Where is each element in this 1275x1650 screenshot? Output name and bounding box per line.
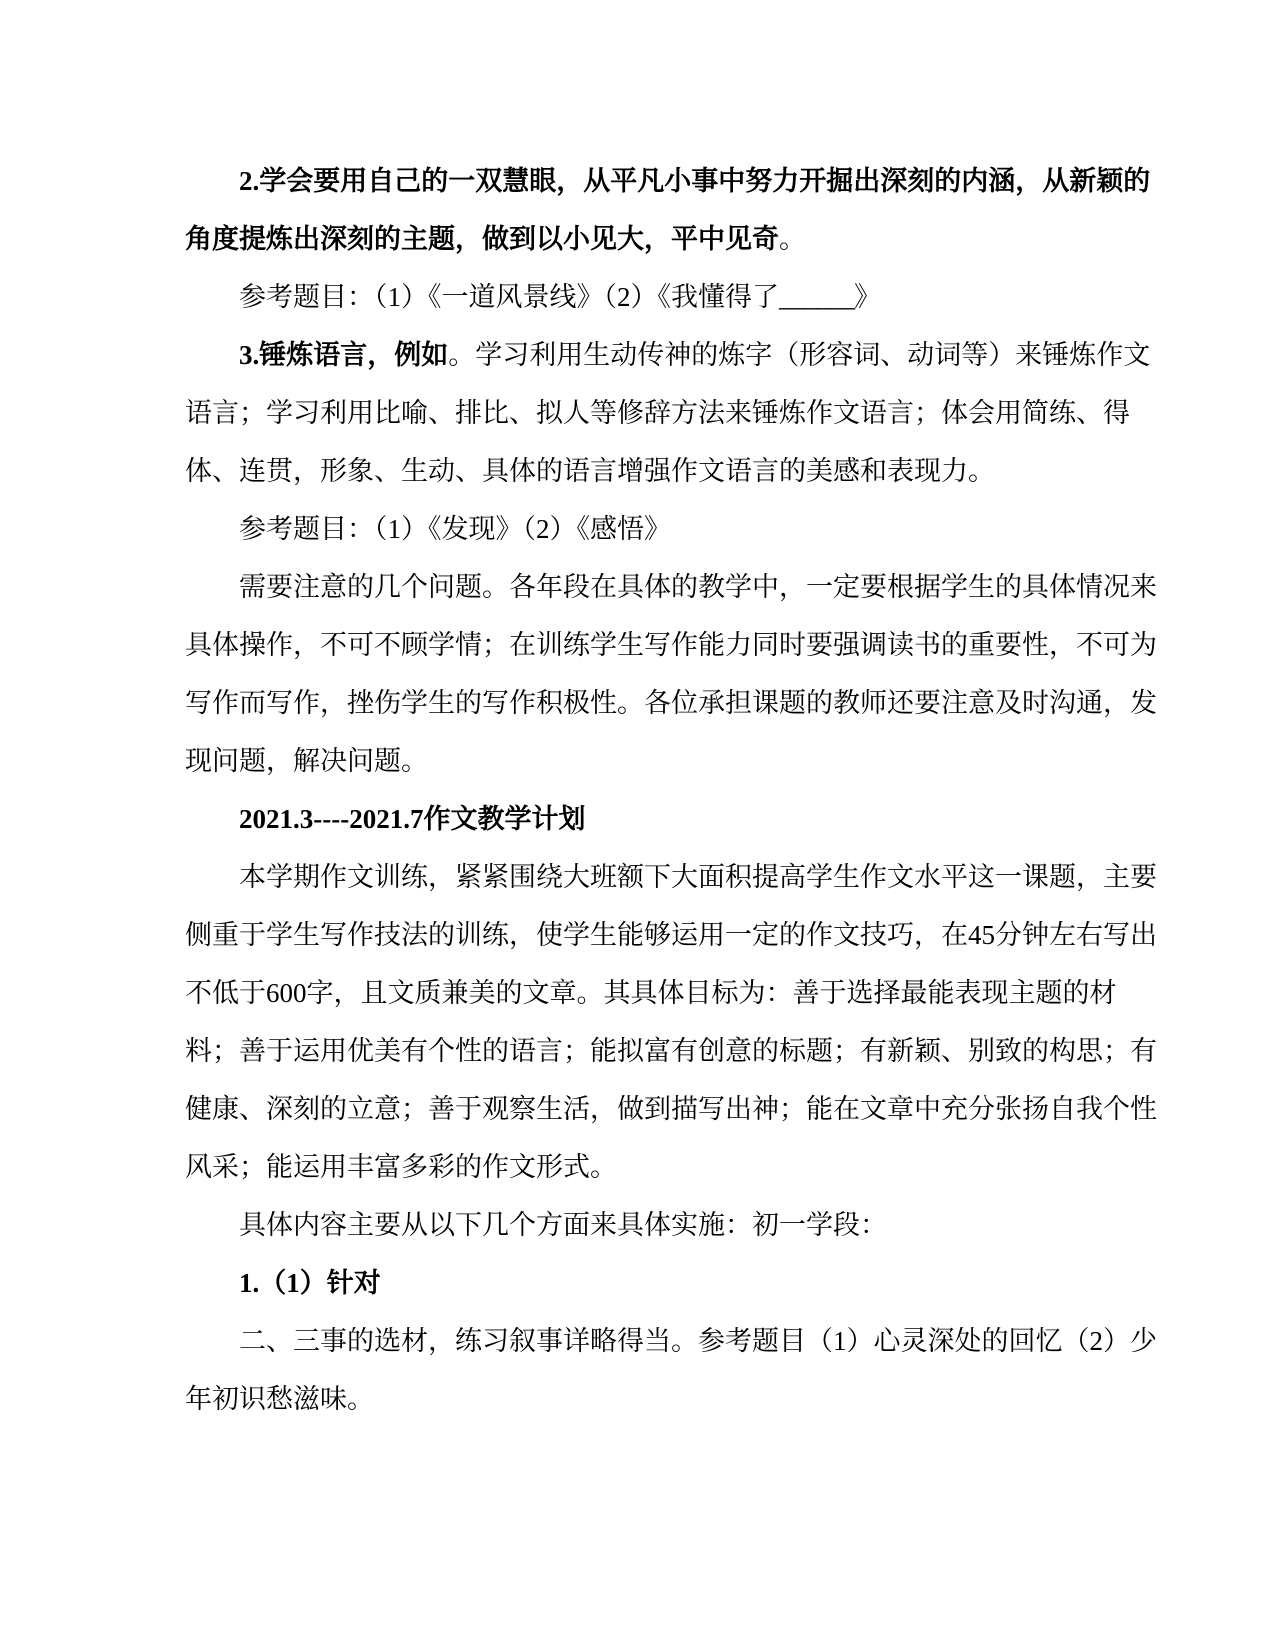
paragraph-goal-3 xyxy=(185,326,1163,500)
paragraph-semester-overview: 本学期作文训练，紧紧围绕大班额下大面积提高学生作文水平这一课题，主要侧重于学生写作技法的训练，使学生能够运用一定的作文技巧，在45分钟左右写出不低于600字，且文质兼美的文章。其具体目标为：善于选择最能表现主题的材料；善于运用优美有个性的语言；能拟富有创意的标题；有新颖、别致的构思；有健康、深刻的立意；善于观察生活，做到描写出神；能在文章中充分张扬自我个性风采；能运用丰富多彩的作文形式。 xyxy=(185,862,1157,1182)
goal-3-body-text: 。学习利用生动传神的炼字（形容词、动词等）来锤炼作文语言；学习利用比喻、排比、拟人等修辞方法来锤炼作文语言；体会用简练、得体、连贯，形象、生动、具体的语言增强作文语言的美感和表现力。 xyxy=(185,340,1151,486)
paragraph-item-1-detail: 二、三事的选材，练习叙事详略得当。参考题目（1）心灵深处的回忆（2）少年初识愁滋味。 xyxy=(185,1326,1157,1414)
paragraph-notes: 需要注意的几个问题。各年段在具体的教学中，一定要根据学生的具体情况来具体操作，不可不顾学情；在训练学生写作能力同时要强调读书的重要性，不可为写作而写作，挫伤学生的写作积极性。各位承担课题的教师还要注意及时沟通，发现问题，解决问题。 xyxy=(185,572,1157,776)
document-content xyxy=(185,152,1163,1428)
paragraph-goal-2 xyxy=(185,152,1163,268)
reference-titles-1-text: 参考题目：（1）《一道风景线》（2）《我懂得了 xyxy=(239,282,779,312)
paragraph-reference-titles-2: 参考题目：（1）《发现》（2）《感悟》 xyxy=(239,514,671,544)
fill-in-blank: ______ xyxy=(779,282,854,312)
goal-3-bold-text: 3.锤炼语言，例如 xyxy=(239,340,449,370)
paragraph-reference-titles-1 xyxy=(185,268,1163,326)
paragraph-plan-title: 2021.3----2021.7作文教学计划 xyxy=(239,804,586,834)
paragraph-implementation-intro: 具体内容主要从以下几个方面来具体实施：初一学段： xyxy=(239,1210,887,1240)
goal-2-bold-text: 2.学会要用自己的一双慧眼，从平凡小事中努力开掘出深刻的内涵，从新颖的角度提炼出深刻的主题，做到以小见大，平中见奇 xyxy=(185,166,1151,254)
goal-2-tail-text: 。 xyxy=(779,224,806,254)
paragraph-item-1-heading: 1.（1）针对 xyxy=(239,1268,381,1298)
reference-titles-1-closing-bracket: 》 xyxy=(854,282,881,312)
